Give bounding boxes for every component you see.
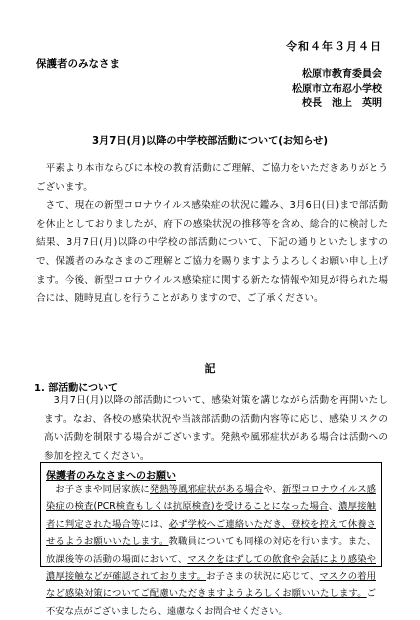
ki-heading: 記 (204, 362, 216, 375)
notice-part-1: お子さまや同居家族に (55, 484, 150, 495)
salutation: 保護者のみなさま (36, 58, 120, 70)
section-1-body (44, 392, 388, 466)
intro-paragraph-1: 平素より本市ならびに本校の教育活動にご理解、ご協力をいただきありがとうございます。 (36, 163, 388, 193)
document-title: 3月7日(月)以降の中学校部活動について(お知らせ) (91, 136, 329, 147)
issuer-line-1: 松原市教育委員会 (302, 69, 382, 80)
notice-text (46, 481, 376, 620)
parent-notice-box (40, 462, 382, 617)
notice-part-6: 濃厚接触者に判定された場合等 (46, 501, 376, 530)
notice-part-10: マスクをはずしての飲食や会話により感染や濃厚接触などが確認されております。 (46, 553, 376, 583)
notice-part-11: お子さまの状況に応じて、 (206, 571, 320, 583)
issuer-line-2: 松原市立布忍小学校 (292, 83, 382, 95)
issuer-line-3: 校長 池上 英明 (302, 98, 382, 109)
notice-part-2: 発熱等風邪症状がある場合 (149, 484, 264, 495)
notice-part-13: ご不安な点がございましたら、遠慮なくお問合せください。 (46, 588, 376, 617)
document-date: 令和４年３月４日 (286, 40, 382, 53)
notice-part-5: 、 (328, 501, 339, 513)
notice-part-12: マスクの着用など感染対策についてご配慮いただきますようよろしくお願いいたします。 (46, 571, 376, 600)
intro-paragraph-2: さて、現在の新型コロナウイルス感染症の状況に鑑み、3月6日(日)まで部活動を休止としておりましたが、府下の感染状況の推移等を含め、総合的に検討した結果、3月7日(月)以降の中学校の部活動について、下記の通りといたしますので、保護者のみなさまのご理解とご協力を賜りますようよろしくお願い申し上げます。今後、新型コロナウイルス感染症に関する新たな情報や知見が得られた場合には、随時見直しを行うことがありますので、ご了承ください。 (36, 200, 388, 305)
notice-part-3: や、 (263, 484, 283, 495)
notice-title: 保護者のみなさまへのお願い (46, 471, 176, 482)
notice-paragraph (46, 481, 376, 620)
issuer-block (292, 68, 382, 112)
notice-part-4: 新型コロナウイルス感染症の検査(PCR検査もしくは抗原検査)を受けることになった場合 (46, 484, 376, 513)
section-1-paragraph: 3月7日(月)以降の部活動について、感染対策を講じながら活動を再開いたします。なお、各校の感染状況や当該部活動の活動内容等に応じ、感染リスクの高い活動を制限する場合がございます。発熱や風邪症状がある場合は活動への参加を控えてください。 (44, 395, 388, 462)
notice-part-7: には、 (140, 518, 169, 530)
notice-part-9: 教職員についても同様の対応を行います。また、放課後等の活動の場面において、 (46, 536, 376, 565)
intro-text (36, 160, 388, 309)
section-1-heading: 1. 部活動について (34, 383, 119, 394)
notice-part-8: 必ず学校へご連絡いただき、登校を控えて休養させるようお願いいたします。 (46, 518, 376, 548)
